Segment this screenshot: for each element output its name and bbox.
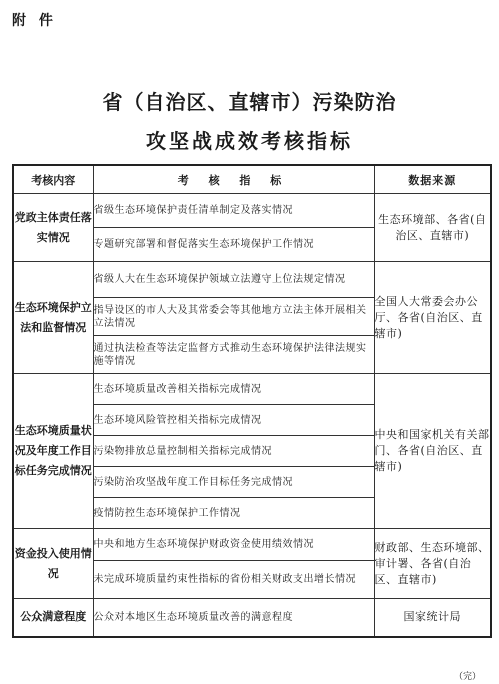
indicator-cell: 污染物排放总量控制相关指标完成情况 bbox=[93, 436, 374, 467]
category-cell: 公众满意程度 bbox=[13, 599, 93, 637]
table-row bbox=[13, 262, 491, 298]
header-source: 数据来源 bbox=[374, 165, 491, 194]
attachment-label: 附 件 bbox=[12, 13, 57, 29]
indicator-cell: 未完成环境质量约束性指标的省份相关财政支出增长情况 bbox=[93, 561, 374, 599]
indicator-cell: 专题研究部署和督促落实生态环境保护工作情况 bbox=[93, 228, 374, 262]
indicator-cell: 污染防治攻坚战年度工作目标任务完成情况 bbox=[93, 467, 374, 498]
document-title-line-1: 省（自治区、直辖市）污染防治 bbox=[102, 90, 397, 114]
assessment-indicators-table bbox=[12, 164, 492, 638]
category-cell: 资金投入使用情况 bbox=[13, 529, 93, 599]
header-indicator: 考 核 指 标 bbox=[93, 165, 374, 194]
source-cell: 全国人大常委会办公厅、各省(自治区、直辖市) bbox=[374, 262, 491, 374]
table-row bbox=[13, 529, 491, 561]
source-cell: 生态环境部、各省(自治区、直辖市) bbox=[374, 194, 491, 262]
source-cell: 财政部、生态环境部、审计署、各省(自治区、直辖市) bbox=[374, 529, 491, 599]
table-row bbox=[13, 599, 491, 637]
indicator-cell: 省级人大在生态环境保护领域立法遵守上位法规定情况 bbox=[93, 262, 374, 298]
indicator-cell: 生态环境质量改善相关指标完成情况 bbox=[93, 374, 374, 405]
table-row bbox=[13, 194, 491, 228]
table-row bbox=[13, 374, 491, 405]
indicator-cell: 指导设区的市人大及其常委会等其他地方立法主体开展相关立法情况 bbox=[93, 298, 374, 336]
category-cell: 生态环境质量状况及年度工作目标任务完成情况 bbox=[13, 374, 93, 529]
indicator-cell: 生态环境风险管控相关指标完成情况 bbox=[93, 405, 374, 436]
document-title-line-2: 攻坚战成效考核指标 bbox=[146, 129, 353, 153]
indicator-cell: 公众对本地区生态环境质量改善的满意程度 bbox=[93, 599, 374, 637]
end-mark: （完） bbox=[453, 672, 481, 682]
header-category: 考核内容 bbox=[13, 165, 93, 194]
source-cell: 国家统计局 bbox=[374, 599, 491, 637]
category-cell: 党政主体责任落实情况 bbox=[13, 194, 93, 262]
category-cell: 生态环境保护立法和监督情况 bbox=[13, 262, 93, 374]
source-cell: 中央和国家机关有关部门、各省(自治区、直辖市) bbox=[374, 374, 491, 529]
table-header-row bbox=[13, 165, 491, 194]
indicator-cell: 疫情防控生态环境保护工作情况 bbox=[93, 498, 374, 529]
indicator-cell: 通过执法检查等法定监督方式推动生态环境保护法律法规实施等情况 bbox=[93, 336, 374, 374]
indicator-cell: 中央和地方生态环境保护财政资金使用绩效情况 bbox=[93, 529, 374, 561]
indicator-cell: 省级生态环境保护责任清单制定及落实情况 bbox=[93, 194, 374, 228]
